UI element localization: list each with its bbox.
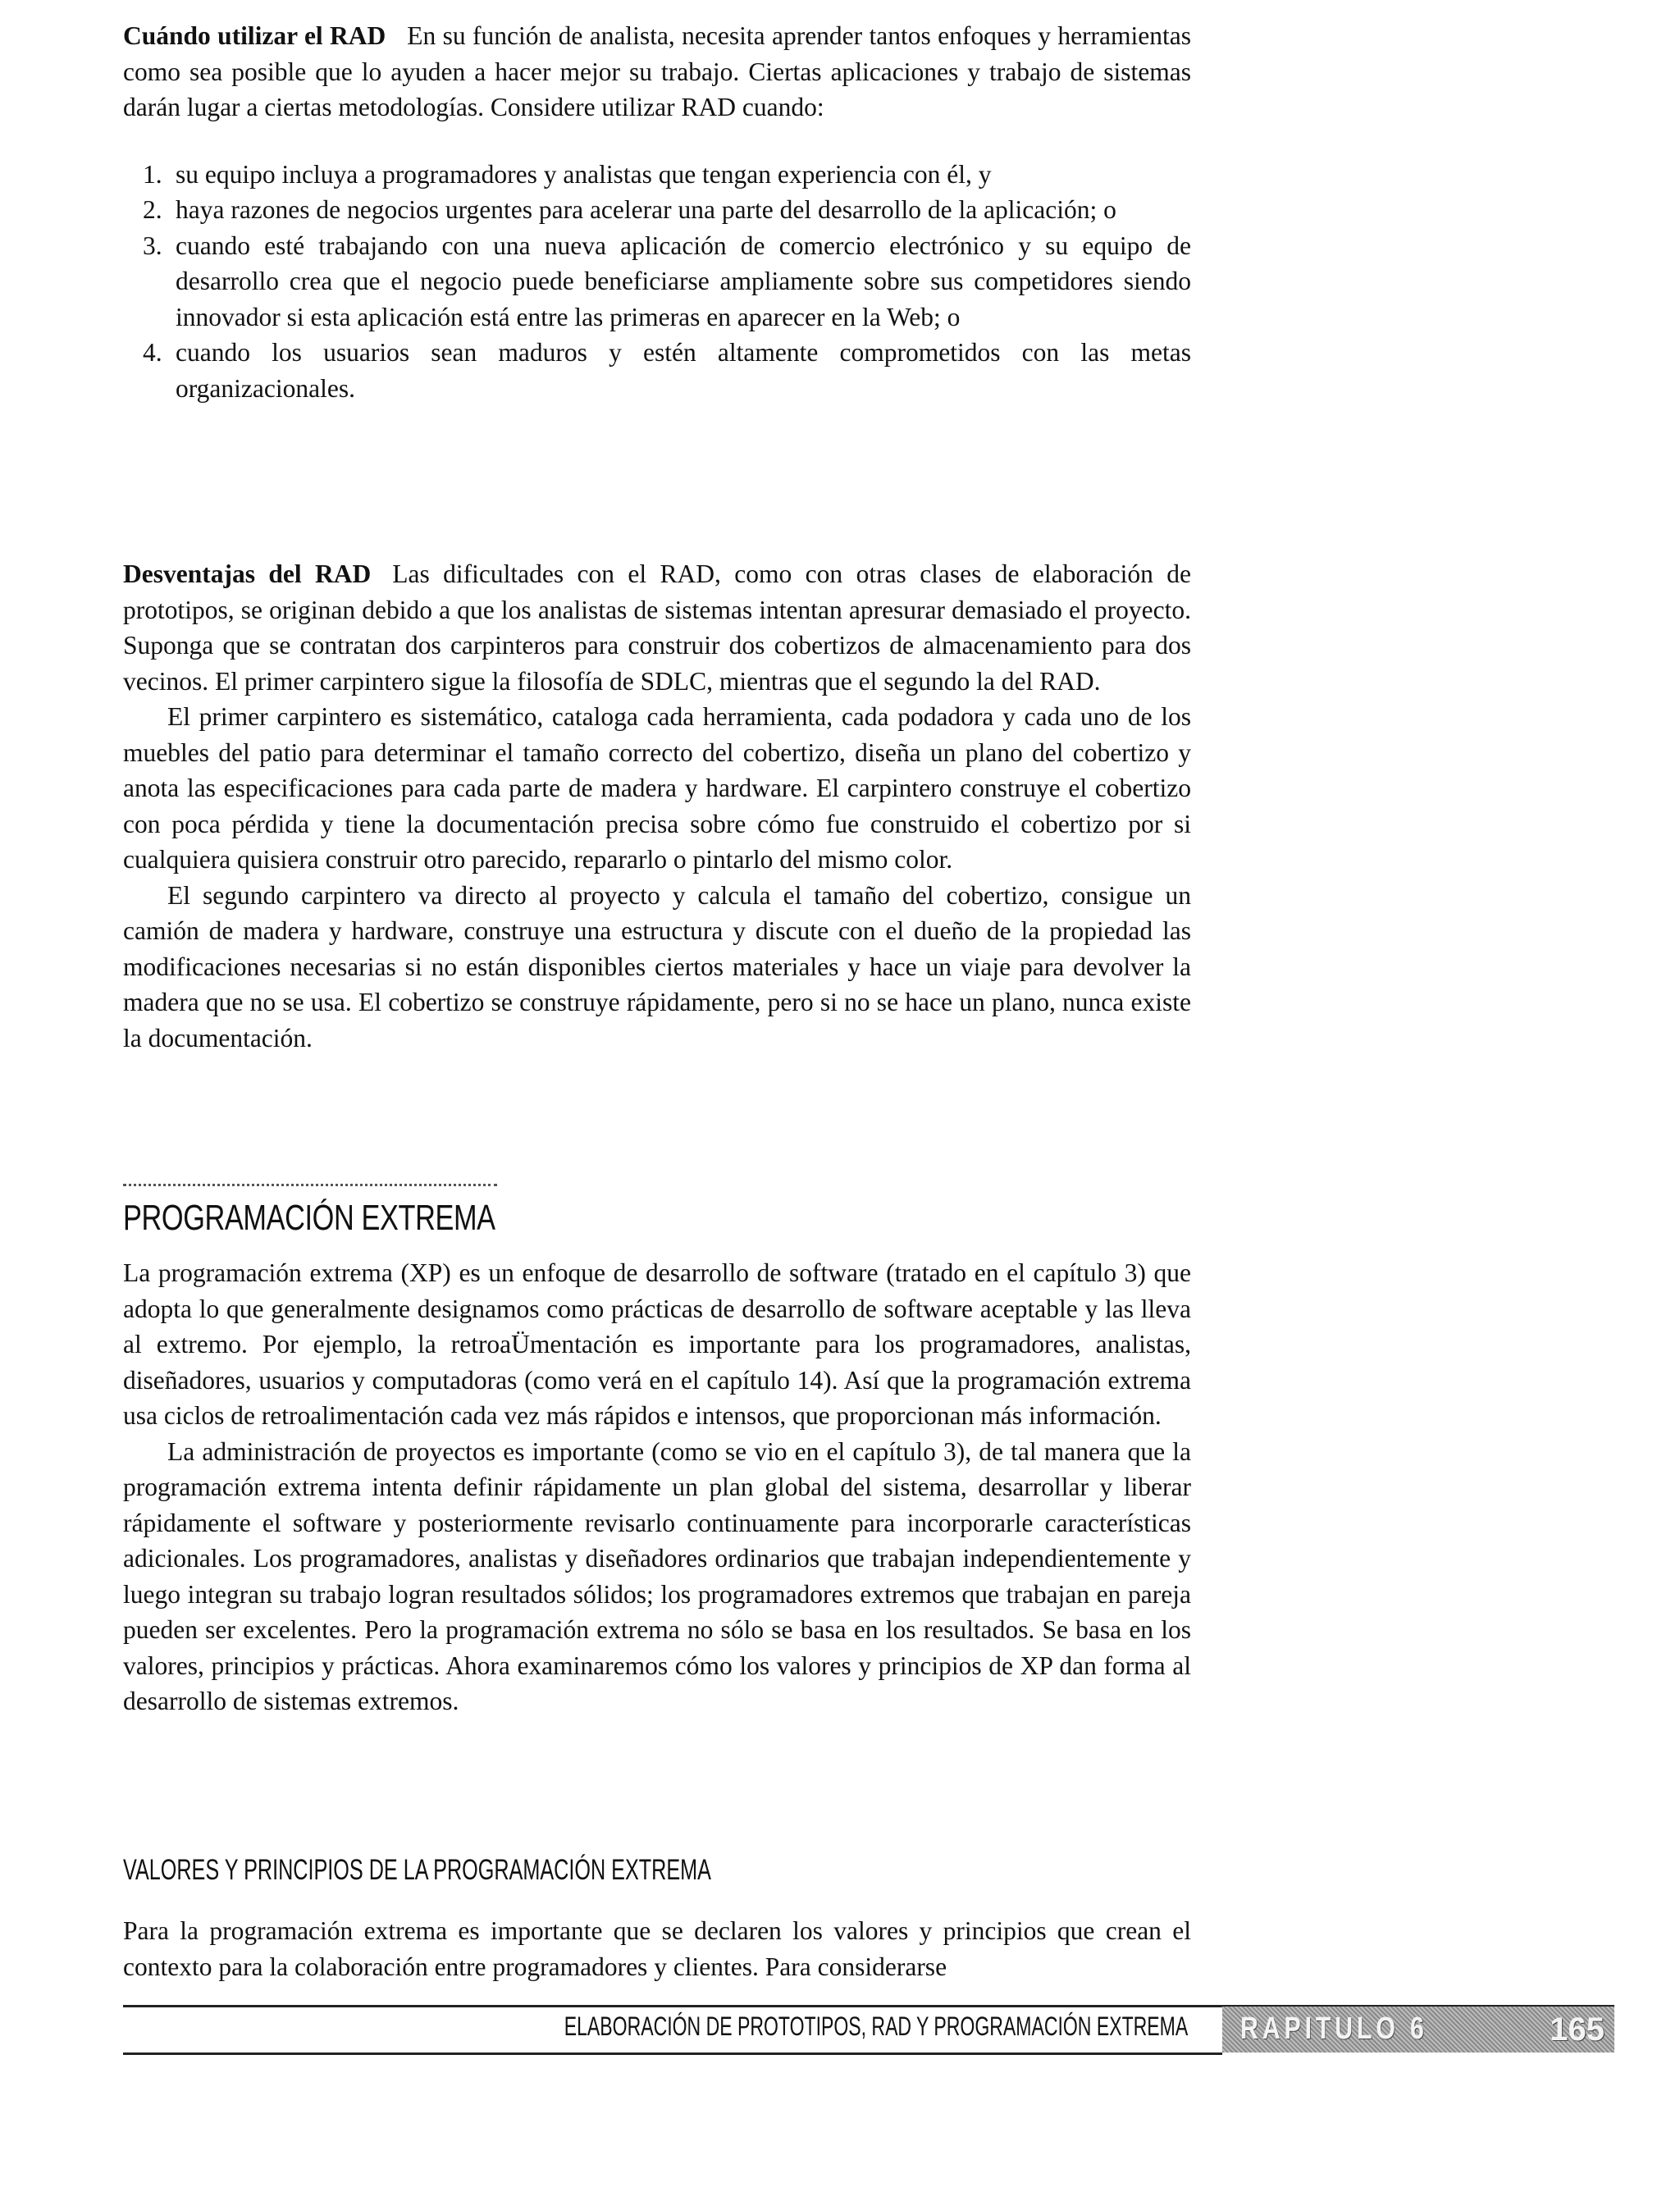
xp-paragraph-2: La administración de proyectos es importante (como se vio en el capítulo 3), de tal manera que la programación extrema intenta definir rápidamente un plan global del sistema, desarrollar y liberar rápidamente el software y posteriormente revisarlo continuamente para incorporarle características adicionales. Los programadores, analistas y diseñadores ordinarios que trabajan independientemente y luego integran su trabajo logran resultados sólidos; los programadores extremos que trabajan en pareja pueden ser excelentes. Pero la programación extrema no sólo se basa en los resultados. Se basa en los valores, principios y prácticas. Ahora examinaremos cómo los valores y principios de XP dan forma al desarrollo de sistemas extremos.	[123, 1436, 1191, 1715]
list-number: 3.	[143, 231, 162, 260]
rad-disadvantages-title: Desventajas del RAD	[123, 559, 372, 588]
values-section	[123, 1913, 1191, 1984]
values-paragraph-1: Para la programación extrema es importante que se declaren los valores y principios que crean el contexto para la colaboración entre programadores y clientes. Para considerarse	[123, 1916, 1191, 1981]
list-text: su equipo incluya a programadores y analistas que tengan experiencia con él, y	[176, 159, 992, 189]
rad-disadvantages-paragraph-2: El primer carpintero es sistemático, cataloga cada herramienta, cada podadora y cada uno de los muebles del patio para determinar el tamaño correcto del cobertizo, diseña un plano del cobertizo y anota las especificaciones para cada parte de madera y hardware. El carpintero construye el cobertizo con poca pérdida y tiene la documentación precisa sobre cómo fue construido el cobertizo por si cualquiera quisiera construir otro parecido, repararlo o pintarlo del mismo color.	[123, 702, 1191, 874]
footer-bottom-rule	[123, 2052, 1222, 2055]
rad-when-paragraph	[123, 18, 1191, 126]
list-item	[123, 157, 1191, 193]
chapter-label: RAPITULO 6	[1240, 2011, 1428, 2046]
rad-when-title: Cuándo utilizar el RAD	[123, 21, 386, 50]
xp-heading: PROGRAMACIÓN EXTREMA	[123, 1198, 495, 1238]
rad-when-section	[123, 18, 1191, 406]
rad-disadvantages-paragraph-3: El segundo carpintero va directo al proyecto y calcula el tamaño del cobertizo, consigue un camión de madera y hardware, construye una estructura y discute con el dueño de la propiedad las modificaciones necesarias si no están disponibles ciertos materiales y hace un viaje para devolver la madera que no se usa. El cobertizo se construye rápidamente, pero si no se hace un plano, nunca existe la documentación.	[123, 880, 1191, 1052]
chapter-badge	[1222, 2007, 1614, 2052]
paragraph-text: Las dificultades con el RAD, como con otras clases de elaboración de prototipos, se originan debido a que los analistas de sistemas intentan apresurar demasiado el proyecto. Suponga que se contratan dos carpinteros para construir dos cobertizos de almacenamiento para dos vecinos. El primer carpintero sigue la filosofía de SDLC, mientras que el segundo la del RAD.	[123, 559, 1191, 696]
list-text: haya razones de negocios urgentes para acelerar una parte del desarrollo de la aplicación; o	[176, 195, 1116, 224]
list-text: cuando esté trabajando con una nueva aplicación de comercio electrónico y su equipo de desarrollo crea que el negocio puede beneficiarse ampliamente sobre sus competidores siendo innovador si esta aplicación está entre las primeras en aparecer en la Web; o	[176, 231, 1191, 331]
list-item	[123, 335, 1191, 406]
list-item	[123, 228, 1191, 336]
rad-disadvantages-section	[123, 556, 1191, 1056]
heading-dotted-rule	[123, 1184, 497, 1186]
running-title: ELABORACIÓN DE PROTOTIPOS, RAD Y PROGRAMACIÓN EXTREMA	[564, 2011, 1188, 2041]
list-item	[123, 192, 1191, 228]
page-number: 165	[1550, 2011, 1605, 2048]
rad-when-intro: En su función de analista, necesita aprender tantos enfoques y herramientas como sea posible que lo ayuden a hacer mejor su trabajo. Ciertas aplicaciones y trabajo de sistemas darán lugar a ciertas metodologías. Considere utilizar RAD cuando:	[123, 21, 1191, 121]
xp-section	[123, 1255, 1191, 1719]
xp-paragraph-1: La programación extrema (XP) es un enfoque de desarrollo de software (tratado en el capítulo 3) que adopta lo que generalmente designamos como prácticas de desarrollo de software aceptable y las lleva al extremo. Por ejemplo, la retroaÜmentación es importante para los programadores, analistas, diseñadores, usuarios y computadoras (como verá en el capítulo 14). Así que la programación extrema usa ciclos de retroalimentación cada vez más rápidos e intensos, que proporcionan más información.	[123, 1258, 1191, 1430]
list-number: 2.	[143, 195, 162, 224]
list-text: cuando los usuarios sean maduros y estén altamente comprometidos con las metas organizacionales.	[176, 338, 1191, 403]
rad-disadvantages-paragraph-1	[123, 556, 1191, 699]
list-number: 1.	[143, 159, 162, 189]
rad-when-list	[123, 157, 1191, 407]
list-number: 4.	[143, 338, 162, 367]
values-heading: VALORES Y PRINCIPIOS DE LA PROGRAMACIÓN EXTREMA	[123, 1854, 711, 1886]
